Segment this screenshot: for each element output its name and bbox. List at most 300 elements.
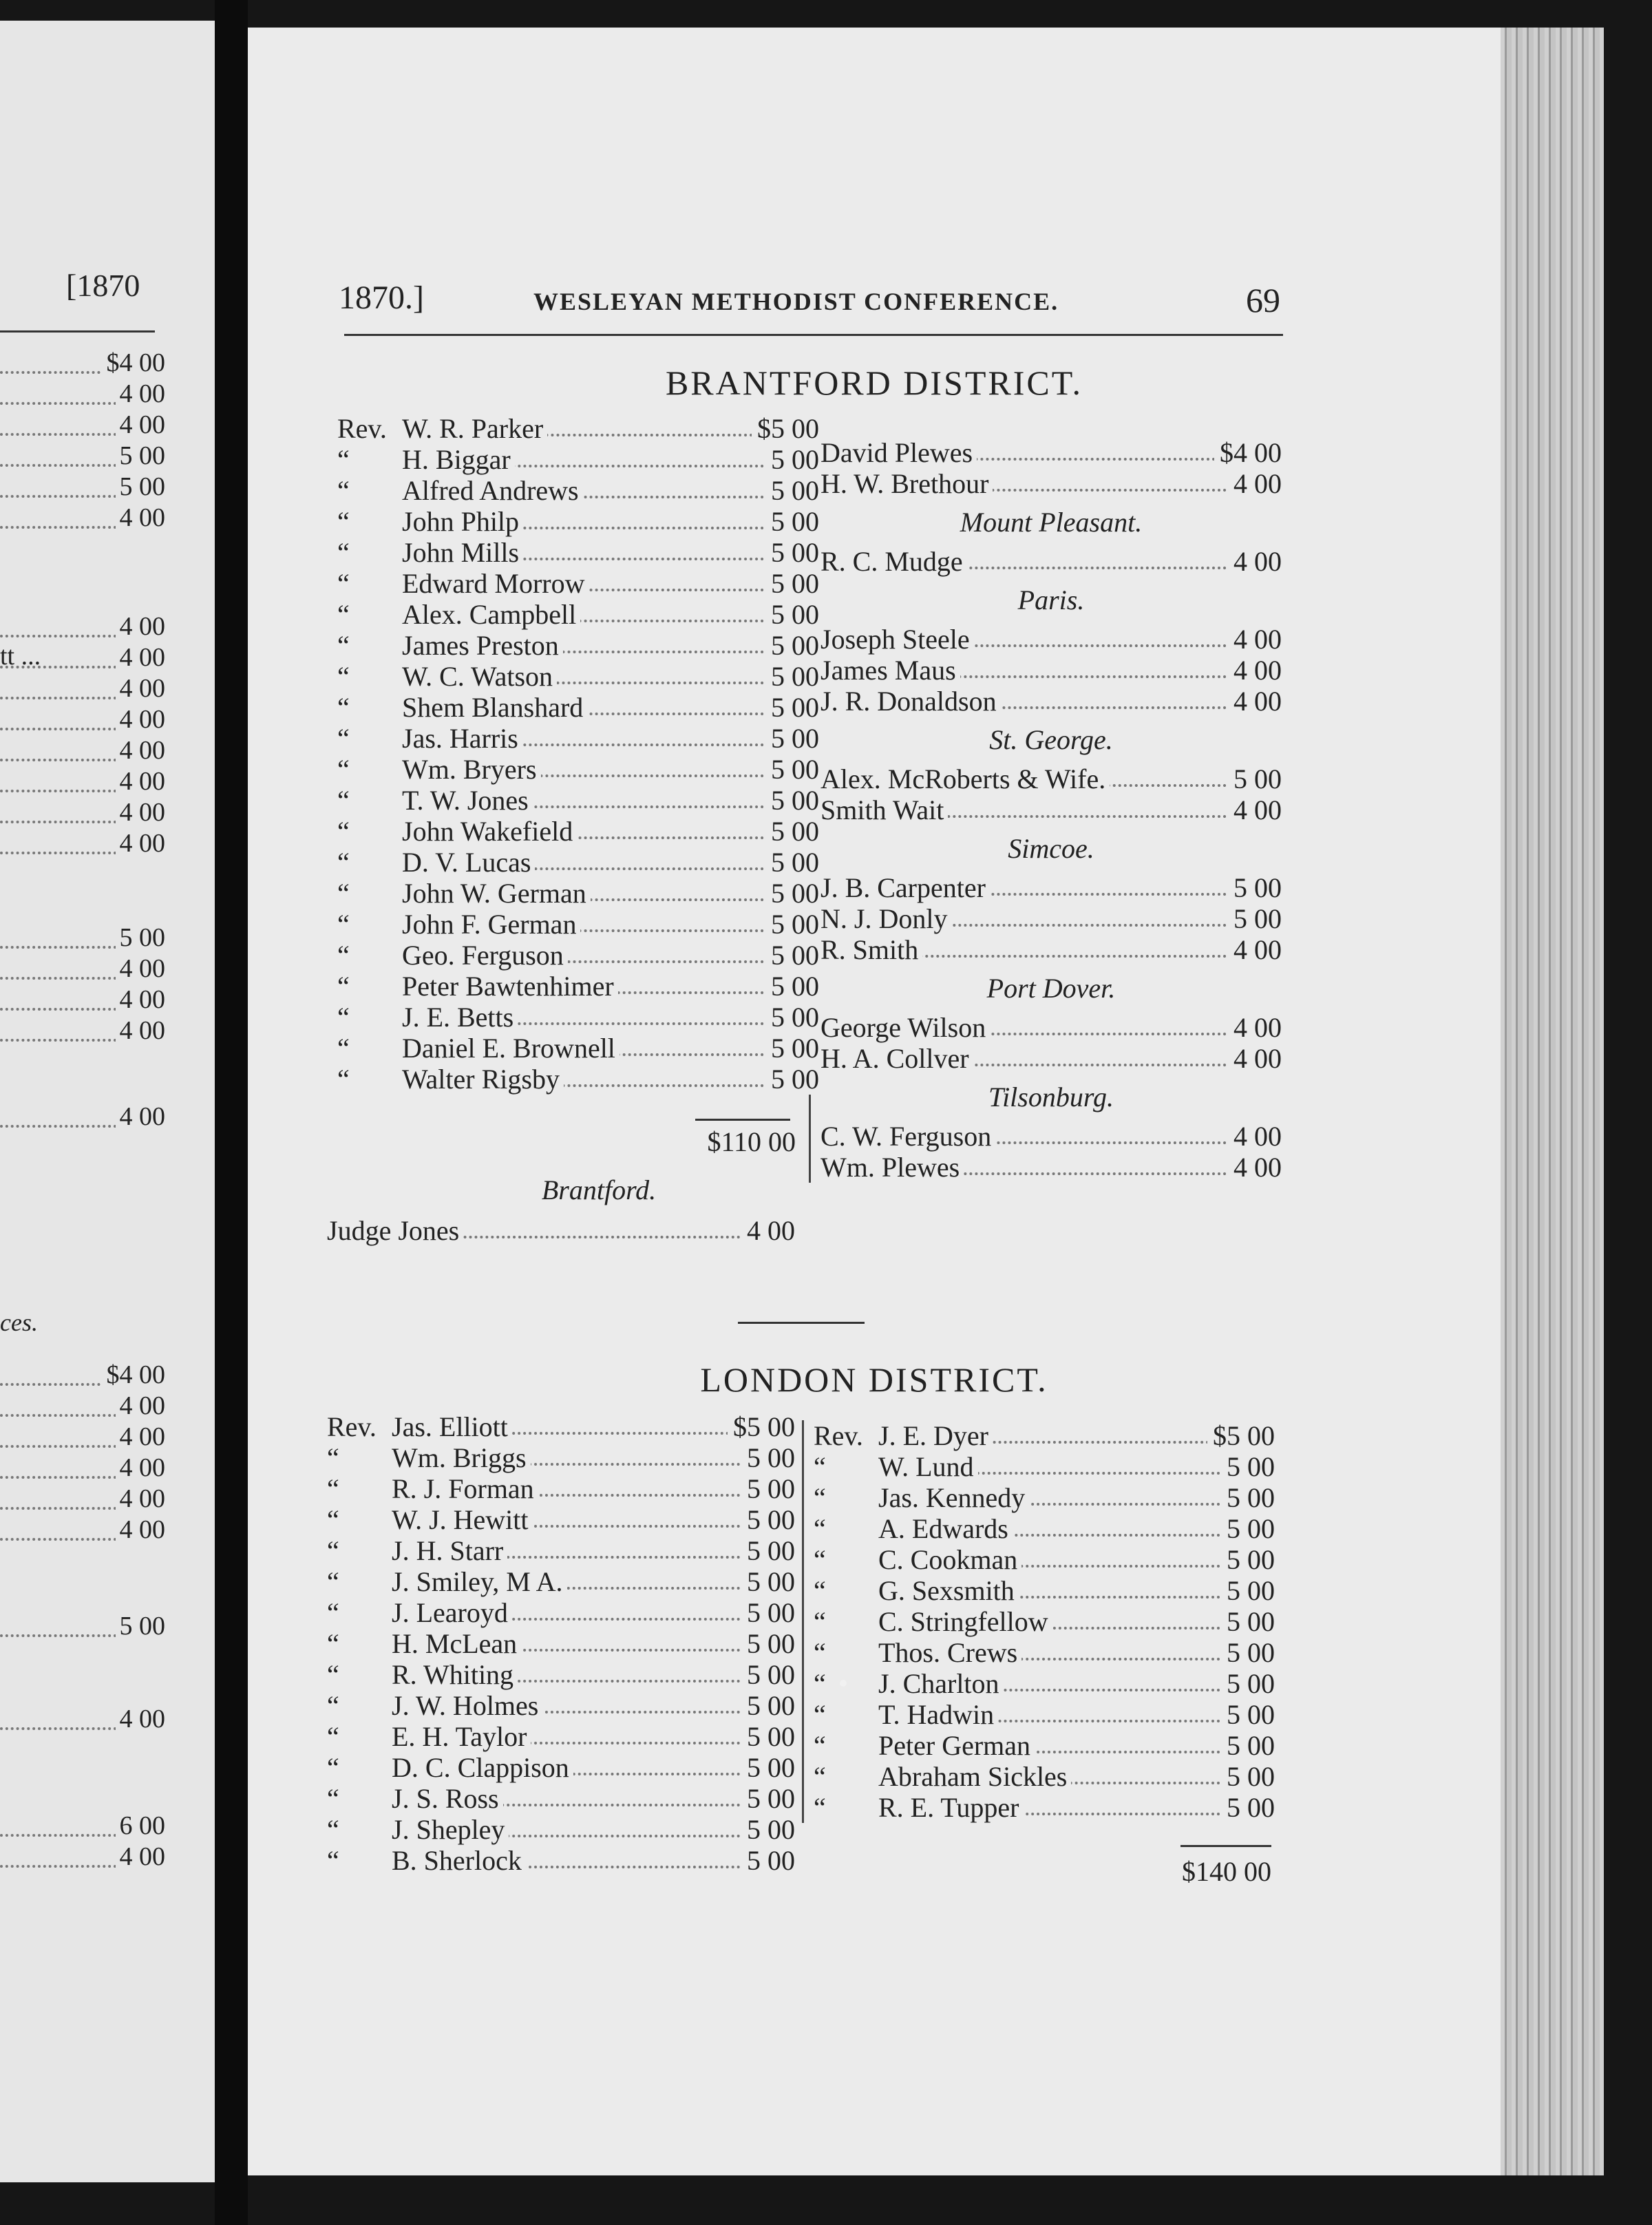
entry-name: John Philp [402,506,523,537]
previous-page-row [0,673,165,705]
entry-prefix: “ [327,1628,339,1659]
contribution-entry [814,1792,1275,1823]
entry-prefix: “ [337,785,350,816]
entry-amount: 4 00 [1228,624,1282,655]
page-edges [1501,28,1604,2175]
previous-page-amount: 4 00 [116,503,166,533]
previous-page-amount: 4 00 [116,1842,166,1872]
entry-name: W. J. Hewitt [392,1504,533,1535]
entry-name: R. E. Tupper [878,1792,1024,1823]
previous-page-row [0,1842,165,1873]
london-total-rule [1180,1845,1271,1847]
entry-name: Jas. Elliott [392,1411,512,1442]
entry-prefix: “ [337,506,350,537]
previous-page-amount: 4 00 [116,1484,166,1514]
contribution-entry [327,1473,795,1504]
previous-page-row [0,410,165,441]
entry-amount: 5 00 [1221,1606,1275,1637]
entry-prefix: “ [814,1792,826,1823]
entry-prefix: “ [814,1606,826,1637]
entry-prefix: “ [327,1473,339,1504]
entry-amount: 5 00 [1221,1544,1275,1575]
contribution-entry [820,437,1282,468]
entry-amount: 5 00 [741,1628,795,1659]
entry-amount: 4 00 [1228,686,1282,717]
entry-amount: $5 00 [728,1411,795,1442]
entry-prefix: Rev. [814,1420,863,1451]
entry-name: Edward Morrow [402,568,589,599]
entry-prefix: “ [337,444,350,475]
previous-page-fragment [0,21,215,2182]
entry-name: John F. German [402,909,580,940]
entry-name: Joseph Steele [820,624,974,655]
entry-name: James Maus [820,655,960,686]
contribution-entry [820,624,1282,655]
contribution-entry [337,1033,819,1064]
contribution-entry [337,568,819,599]
contribution-entry [337,599,819,630]
entry-name: John Wakefield [402,816,577,847]
london-left-column [327,1411,795,1876]
entry-prefix: “ [337,754,350,785]
entry-prefix: “ [337,661,350,692]
contribution-entry [337,754,819,785]
entry-name: T. W. Jones [402,785,533,816]
contribution-entry [820,686,1282,717]
entry-name: J. Smiley, M A. [392,1566,567,1597]
entry-amount: 5 00 [1221,1451,1275,1482]
entry-name: Jas. Kennedy [878,1482,1029,1513]
entry-prefix: “ [337,630,350,661]
entry-prefix: “ [337,692,350,723]
contribution-entry [814,1420,1275,1451]
previous-page-amount: 4 00 [116,1515,166,1545]
entry-amount: 5 00 [1221,1513,1275,1544]
entry-prefix: Rev. [337,413,387,444]
header-rule [344,334,1283,336]
page-number: 69 [1246,281,1280,319]
entry-prefix: “ [337,940,350,971]
contribution-entry [337,506,819,537]
previous-page-amount: 5 00 [116,472,166,502]
contribution-entry [337,723,819,754]
entry-name: W. C. Watson [402,661,557,692]
entry-amount: 5 00 [741,1597,795,1628]
entry-prefix: “ [337,971,350,1002]
entry-name: Alex. Campbell [402,599,580,630]
entry-name: B. Sherlock [392,1845,526,1876]
entry-prefix: “ [814,1544,826,1575]
entry-prefix: “ [337,723,350,754]
entry-name: C. W. Ferguson [820,1121,995,1152]
contribution-entry [820,655,1282,686]
entry-prefix: “ [327,1690,339,1721]
entry-name: N. J. Donly [820,903,951,934]
entry-prefix: “ [814,1637,826,1668]
previous-page-amount: 5 00 [116,441,166,471]
previous-page-row [0,797,165,829]
entry-name: Daniel E. Brownell [402,1033,620,1064]
entry-name: R. J. Forman [392,1473,538,1504]
contribution-entry [337,630,819,661]
entry-prefix: “ [327,1659,339,1690]
previous-page-row [0,704,165,736]
entry-amount: 5 00 [765,785,819,816]
entry-name: H. W. Brethour [820,468,993,499]
entry-name: Geo. Ferguson [402,940,568,971]
entry-amount: 5 00 [765,537,819,568]
entry-amount: 5 00 [1221,1792,1275,1823]
previous-page-row [0,1611,165,1643]
previous-page-row [0,379,165,410]
locality-heading: Paris. [1017,584,1085,615]
locality-heading: St. George. [989,724,1113,755]
entry-prefix: “ [327,1845,339,1876]
entry-prefix: “ [814,1482,826,1513]
previous-page-row [0,1101,165,1133]
brantford-judge-row [327,1215,795,1246]
contribution-entry [327,1783,795,1814]
contribution-entry [337,816,819,847]
contribution-entry [814,1637,1275,1668]
previous-page-amount: 4 00 [116,1391,166,1421]
london-total: $140 00 [1182,1856,1271,1887]
print-speck [840,1680,847,1687]
entry-name: Alex. McRoberts & Wife. [820,763,1110,794]
entry-amount: 5 00 [1221,1668,1275,1699]
contribution-entry [337,444,819,475]
contribution-entry [814,1575,1275,1606]
entry-name: James Preston [402,630,563,661]
contribution-entry [327,1628,795,1659]
entry-amount: 5 00 [741,1752,795,1783]
entry-amount: 5 00 [765,444,819,475]
entry-amount: 4 00 [741,1215,795,1246]
entry-name: J. E. Dyer [878,1420,993,1451]
contribution-entry [820,468,1282,499]
entry-name: R. C. Mudge [820,546,967,577]
entry-prefix: “ [327,1752,339,1783]
locality-heading: Port Dover. [986,973,1116,1004]
contribution-entry [814,1482,1275,1513]
entry-name: J. W. Holmes [392,1690,542,1721]
entry-amount: 5 00 [741,1535,795,1566]
entry-amount: 4 00 [1228,1012,1282,1043]
entry-amount: 5 00 [765,661,819,692]
entry-prefix: “ [337,1033,350,1064]
previous-page-row [0,1422,165,1453]
entry-name: H. McLean [392,1628,521,1659]
contribution-entry [327,1752,795,1783]
contribution-entry [820,934,1282,965]
entry-name: D. V. Lucas [402,847,535,878]
previous-page-row [0,441,165,472]
contribution-entry [337,692,819,723]
contribution-entry [814,1761,1275,1792]
entry-name: Walter Rigsby [402,1064,564,1095]
entry-amount: 5 00 [741,1659,795,1690]
page-69 [248,28,1501,2175]
entry-name: J. H. Starr [392,1535,507,1566]
entry-amount: 5 00 [765,692,819,723]
entry-name: Wm. Briggs [392,1442,531,1473]
contribution-entry [327,1535,795,1566]
contribution-entry [814,1699,1275,1730]
entry-prefix: “ [337,475,350,506]
entry-amount: 5 00 [765,909,819,940]
previous-page-amount: 4 00 [116,797,166,827]
contribution-entry [820,903,1282,934]
contribution-entry [814,1730,1275,1761]
contribution-entry [337,1002,819,1033]
contribution-entry [820,872,1282,903]
previous-page-row [0,1453,165,1484]
previous-page-amount: 4 00 [116,1704,166,1734]
contribution-entry [814,1606,1275,1637]
contribution-entry [327,1845,795,1876]
previous-page-row [0,1391,165,1422]
district-separator [738,1322,865,1324]
entry-name: T. Hadwin [878,1699,998,1730]
entry-name: E. H. Taylor [392,1721,531,1752]
entry-name: Abraham Sickles [878,1761,1071,1792]
entry-amount: $5 00 [1207,1420,1275,1451]
entry-prefix: “ [814,1575,826,1606]
previous-page-amount: 5 00 [116,922,166,953]
entry-name: George Wilson [820,1012,990,1043]
previous-page-amount: 6 00 [116,1811,166,1841]
entry-name: J. S. Ross [392,1783,503,1814]
running-head-title: WESLEYAN METHODIST CONFERENCE. [533,288,1059,315]
entry-prefix: “ [327,1597,339,1628]
entry-name: Peter German [878,1730,1035,1761]
previous-page-amount: 4 00 [116,1101,166,1132]
contribution-entry [820,794,1282,825]
entry-name: Wm. Plewes [820,1152,964,1183]
entry-prefix: “ [337,847,350,878]
entry-name: J. B. Carpenter [820,872,990,903]
entry-amount: 5 00 [1228,903,1282,934]
entry-prefix: “ [337,909,350,940]
previous-page-row [0,503,165,534]
previous-page-row [0,1360,165,1391]
entry-amount: 5 00 [1221,1637,1275,1668]
contribution-entry [327,1814,795,1845]
entry-name: J. R. Donaldson [820,686,1001,717]
previous-page-row [0,642,165,674]
entry-name: Jas. Harris [402,723,522,754]
contribution-entry [814,1668,1275,1699]
previous-page-amount: 4 00 [116,379,166,409]
entry-prefix: “ [337,816,350,847]
contribution-entry [814,1544,1275,1575]
entry-prefix: “ [814,1668,826,1699]
entry-prefix: Rev. [327,1411,377,1442]
previous-page-row [0,348,165,379]
previous-page-amount: 4 00 [116,953,166,984]
entry-amount: 4 00 [1228,1043,1282,1074]
contribution-entry [337,940,819,971]
entry-amount: $5 00 [752,413,819,444]
previous-page-amount: 4 00 [116,766,166,797]
brantford-town-heading: Brantford. [541,1174,657,1205]
previous-page-row [0,953,165,985]
entry-amount: 5 00 [1221,1482,1275,1513]
entry-prefix: “ [337,878,350,909]
previous-page-amount: 4 00 [116,1422,166,1452]
entry-amount: 5 00 [741,1442,795,1473]
entry-name: D. C. Clappison [392,1752,573,1783]
previous-page-row [0,1811,165,1842]
entry-name: C. Cookman [878,1544,1021,1575]
entry-name: John W. German [402,878,591,909]
contribution-entry [820,546,1282,577]
previous-page-row [0,1704,165,1736]
entry-amount: 5 00 [741,1690,795,1721]
contribution-entry [337,475,819,506]
entry-amount: 5 00 [741,1473,795,1504]
entry-prefix: “ [327,1566,339,1597]
entry-amount: 4 00 [1228,794,1282,825]
entry-name: J. Shepley [392,1814,509,1845]
entry-amount: 4 00 [1228,934,1282,965]
entry-prefix: “ [327,1535,339,1566]
entry-prefix: “ [337,1002,350,1033]
previous-page-amount: $4 00 [103,348,166,378]
entry-amount: 5 00 [741,1845,795,1876]
entry-amount: 5 00 [765,630,819,661]
entry-prefix: “ [814,1761,826,1792]
contribution-entry [337,971,819,1002]
entry-name: W. R. Parker [402,413,547,444]
entry-amount: 5 00 [765,506,819,537]
entry-name: R. Whiting [392,1659,518,1690]
running-head-year: 1870.] [339,280,424,316]
contribution-entry [327,1597,795,1628]
previous-page-row [0,1515,165,1546]
contribution-entry [337,847,819,878]
entry-amount: 5 00 [765,568,819,599]
entry-prefix: “ [814,1451,826,1482]
entry-amount: 5 00 [765,754,819,785]
running-head [248,251,1501,319]
previous-page-row [0,1015,165,1047]
previous-page-fragment-text: tt ... [0,642,41,671]
previous-page-amount: $4 00 [103,1360,166,1390]
contribution-entry [327,1504,795,1535]
previous-page-amount: 4 00 [116,673,166,704]
previous-page-row [0,922,165,954]
entry-name: Shem Blanshard [402,692,587,723]
previous-page-row [0,735,165,767]
entry-amount: 4 00 [1228,655,1282,686]
entry-prefix: “ [327,1814,339,1845]
entry-prefix: “ [327,1442,339,1473]
entry-amount: 4 00 [1228,1121,1282,1152]
brantford-district-title: BRANTFORD DISTRICT. [665,363,1083,402]
entry-amount: 5 00 [741,1783,795,1814]
contribution-entry [337,413,819,444]
previous-page-year: [1870 [66,268,140,303]
previous-page-amount: 5 00 [116,1611,166,1641]
previous-page-amount: 4 00 [116,611,166,642]
previous-page-rule [0,330,155,333]
entry-amount: 5 00 [1221,1761,1275,1792]
previous-page-amount: 4 00 [116,1453,166,1483]
entry-prefix: “ [337,568,350,599]
entry-amount: 5 00 [1221,1730,1275,1761]
contribution-entry [337,909,819,940]
entry-name: J. E. Betts [402,1002,518,1033]
entry-name: Wm. Bryers [402,754,541,785]
previous-page-row [0,766,165,798]
contribution-entry [327,1411,795,1442]
entry-amount: 5 00 [1221,1575,1275,1606]
locality-heading: Mount Pleasant. [960,507,1143,538]
entry-amount: 5 00 [765,971,819,1002]
entry-prefix: “ [337,599,350,630]
previous-page-italic-fragment: ces. [0,1309,38,1336]
contribution-entry [327,1690,795,1721]
previous-page-amount: 4 00 [116,410,166,440]
previous-page-row [0,1484,165,1515]
contribution-entry [820,763,1282,794]
previous-page-amount: 4 00 [116,704,166,735]
entry-prefix: “ [337,1064,350,1095]
entry-name: G. Sexsmith [878,1575,1019,1606]
contribution-entry [337,878,819,909]
contribution-entry [820,1043,1282,1074]
entry-prefix: “ [327,1504,339,1535]
entry-amount: 5 00 [765,723,819,754]
entry-name: H. A. Collver [820,1043,973,1074]
previous-page-amount: 4 00 [116,984,166,1015]
entry-prefix: “ [327,1721,339,1752]
entry-amount: $4 00 [1214,437,1282,468]
contribution-entry [327,1659,795,1690]
entry-amount: 4 00 [1228,546,1282,577]
entry-amount: 5 00 [1228,763,1282,794]
locality-heading: Simcoe. [1008,833,1094,864]
contribution-entry [337,537,819,568]
entry-amount: 5 00 [765,1002,819,1033]
entry-name: J. Learoyd [392,1597,512,1628]
contribution-entry [327,1566,795,1597]
previous-page-row [0,828,165,860]
contribution-entry [327,1442,795,1473]
brantford-left-column [337,413,819,1095]
entry-amount: 5 00 [765,816,819,847]
entry-amount: 5 00 [765,1064,819,1095]
contribution-entry [820,1012,1282,1043]
entry-amount: 5 00 [741,1814,795,1845]
entry-name: C. Stringfellow [878,1606,1052,1637]
contribution-entry [820,1152,1282,1183]
entry-amount: 5 00 [741,1566,795,1597]
previous-page-row [0,611,165,643]
contribution-entry [337,785,819,816]
entry-amount: 5 00 [765,1033,819,1064]
entry-amount: 5 00 [741,1721,795,1752]
previous-page-amount: 4 00 [116,735,166,766]
entry-prefix: “ [337,537,350,568]
previous-page-row [0,472,165,503]
entry-amount: 4 00 [1228,468,1282,499]
london-district-title: LONDON DISTRICT. [700,1360,1048,1399]
contribution-entry [337,661,819,692]
entry-name: Smith Wait [820,794,948,825]
entry-amount: 5 00 [765,847,819,878]
